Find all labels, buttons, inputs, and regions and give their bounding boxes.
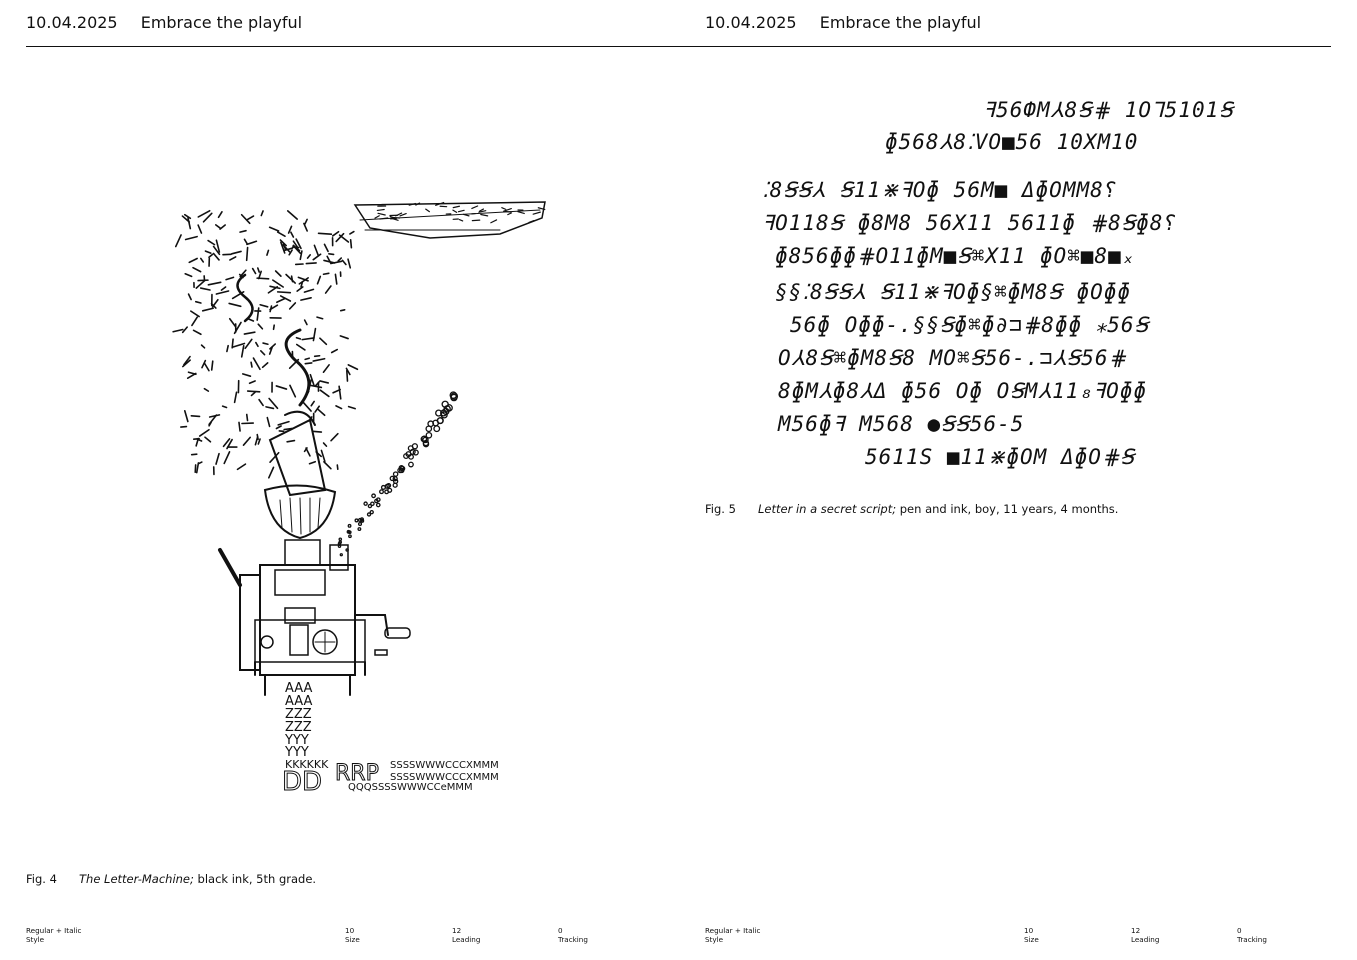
svg-text:YYY: YYY xyxy=(285,733,309,748)
right-tracking-value: 0 xyxy=(1237,926,1242,935)
svg-text:AAA: AAA xyxy=(285,681,313,696)
left-footer-style xyxy=(26,926,81,944)
svg-text:QQQSSSSWWWCCeMMM: QQQSSSSWWWCCeMMM xyxy=(348,782,473,793)
svg-text:YYY: YYY xyxy=(285,745,309,760)
left-leading-value: 12 xyxy=(452,926,462,935)
script-line-9: 8ɸM⅄ɸ8⅄Δ ɸ56 Oɸ OꞨM⅄11₈ꟻOɸɸ xyxy=(778,379,1148,403)
bead-trail xyxy=(338,392,457,556)
right-header-date: 10.04.2025 xyxy=(705,13,797,32)
fig5-description: pen and ink, boy, 11 years, 4 months. xyxy=(896,502,1119,516)
fig5-caption xyxy=(705,502,1118,516)
right-footer-style xyxy=(705,926,760,944)
right-style-value: Regular + Italic xyxy=(705,926,761,935)
right-leading-label: Leading xyxy=(1131,935,1160,944)
fig5-title: Letter in a secret script; xyxy=(758,502,897,516)
left-footer-tracking xyxy=(558,926,588,944)
svg-text:ZZZ: ZZZ xyxy=(285,720,312,735)
left-footer-leading xyxy=(452,926,480,944)
header-divider xyxy=(26,46,1331,47)
left-header-date: 10.04.2025 xyxy=(26,13,118,32)
left-footer-size xyxy=(345,926,360,944)
script-line-4: ꟻO118Ꞩ ɸ8M8 56X11 5611ɸ ⋕8Ꞩɸ8⸮ xyxy=(762,211,1178,235)
fig4-description: black ink, 5th grade. xyxy=(193,872,317,886)
svg-text:AAA: AAA xyxy=(285,694,313,709)
script-line-11: 5611S ■11⋇ɸOM ΔɸO⋕Ꞩ xyxy=(865,445,1135,469)
fig4-caption xyxy=(26,872,316,886)
left-style-value: Regular + Italic xyxy=(26,926,82,935)
script-line-1: ꟻ56ФМ⅄8Ꞩ⋕ 1O⅂5101Ꞩ xyxy=(983,98,1234,122)
right-footer-tracking xyxy=(1237,926,1267,944)
right-leading-value: 12 xyxy=(1131,926,1141,935)
secret-script-figure xyxy=(750,90,1234,490)
fig4-title: The Letter-Machine; xyxy=(79,872,194,886)
right-footer-size xyxy=(1024,926,1039,944)
script-line-3: ⁚8ꞨꞨ⅄ Ꞩ11⋇ꟻOɸ 56M■ ΔɸOMM8⸮ xyxy=(762,178,1118,202)
script-line-5: ɸ856ɸɸ⋕O11ɸM■Ꞩ⌘X11 ɸO⌘■8■ₓ xyxy=(775,244,1136,268)
svg-text:SSSSWWWCCCXMMM: SSSSWWWCCCXMMM xyxy=(390,760,499,771)
script-line-10: M56ɸꟻ M568 ●ꞨꞨ56-5 xyxy=(778,412,1025,436)
left-tracking-value: 0 xyxy=(558,926,563,935)
svg-text:KKKKKK: KKKKKK xyxy=(285,758,329,771)
left-tracking-label: Tracking xyxy=(558,935,588,944)
right-footer-leading xyxy=(1131,926,1159,944)
left-leading-label: Leading xyxy=(452,935,481,944)
svg-text:ZZZ: ZZZ xyxy=(285,707,312,722)
letter-machine-drawing xyxy=(170,190,560,800)
left-page-header xyxy=(26,13,302,32)
fig5-number: Fig. 5 xyxy=(705,502,736,516)
svg-text:DD: DD xyxy=(282,767,323,797)
script-line-7: 56ɸ Oɸɸ-.§§Ꞩɸ⌘ɸ∂⊐⋕8ɸɸ ⁎56Ꞩ xyxy=(790,313,1149,337)
svg-text:RRP: RRP xyxy=(335,761,379,786)
left-size-label: Size xyxy=(345,935,360,944)
left-style-label: Style xyxy=(26,935,45,944)
right-page-header xyxy=(705,13,981,32)
right-size-label: Size xyxy=(1024,935,1039,944)
left-size-value: 10 xyxy=(345,926,355,935)
right-size-value: 10 xyxy=(1024,926,1034,935)
script-line-2: ɸ568⅄8⁚VO■56 10XM10 xyxy=(885,130,1139,154)
output-letters xyxy=(284,681,329,771)
fig4-number: Fig. 4 xyxy=(26,872,57,886)
script-line-6: §§⁚8ꞨꞨ⅄ Ꞩ11⋇ꟻOɸ§⌘ɸM8Ꞩ ɸOɸɸ xyxy=(775,280,1132,304)
right-header-title: Embrace the playful xyxy=(819,13,982,32)
letter-fragment-cloud xyxy=(173,203,545,478)
left-header-title: Embrace the playful xyxy=(140,13,303,32)
script-line-8: O⅄8Ꞩ⌘ɸM8Ꞩ8 MO⌘Ꞩ56-.⊐⅄Ꞩ56⋕ xyxy=(778,346,1128,370)
svg-text:SSSSWWWCCCXMMM: SSSSWWWCCCXMMM xyxy=(390,772,499,783)
right-tracking-label: Tracking xyxy=(1237,935,1267,944)
right-style-label: Style xyxy=(705,935,724,944)
